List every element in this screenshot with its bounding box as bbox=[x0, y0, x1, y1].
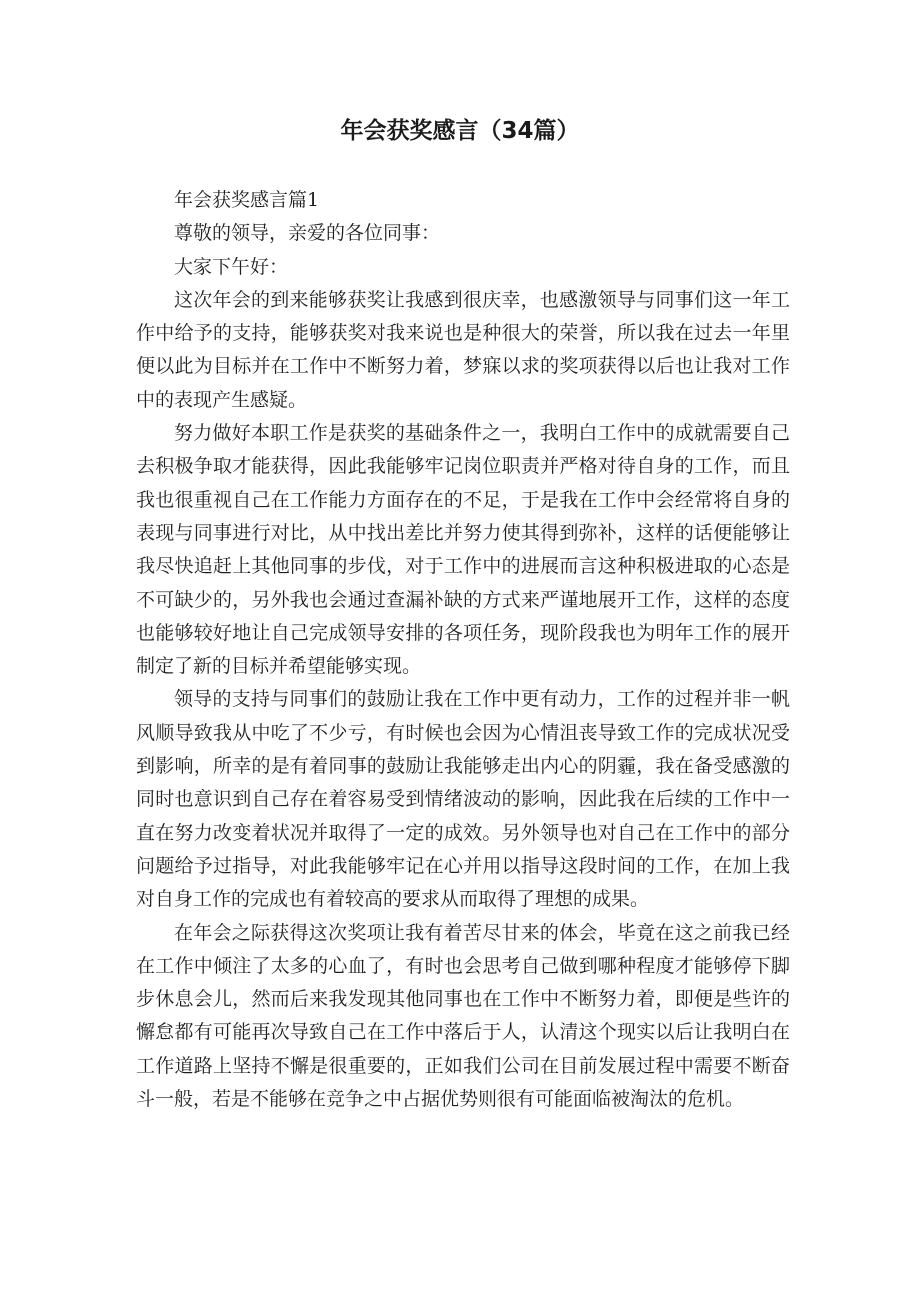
document-body bbox=[136, 184, 790, 1116]
body-paragraph: 在年会之际获得这次奖项让我有着苦尽甘来的体会，毕竟在这之前我已经在工作中倾注了太多的心血了，有时也会思考自己做到哪种程度才能够停下脚步休息会儿，然而后来我发现其他同事也在工作中不断努力着，即便是些许的懈怠都有可能再次导致自己在工作中落后于人，认清这个现实以后让我明白在工作道路上坚持不懈是很重要的，正如我们公司在目前发展过程中需要不断奋斗一般，若是不能够在竞争之中占据优势则很有可能面临被淘汰的危机。 bbox=[136, 921, 790, 1111]
section-heading: 年会获奖感言篇1 bbox=[174, 189, 320, 211]
salutation: 尊敬的领导，亲爱的各位同事： bbox=[174, 222, 441, 245]
body-paragraph: 努力做好本职工作是获奖的基础条件之一，我明白工作中的成就需要自己去积极争取才能获得，因此我能够牢记岗位职责并严格对待自身的工作，而且我也很重视自己在工作能力方面存在的不足，于是我在工作中会经常将自身的表现与同事进行对比，从中找出差比并努力使其得到弥补，这样的话便能够让我尽快追赶上其他同事的步伐，对于工作中的进展而言这种积极进取的心态是不可缺少的，另外我也会通过查漏补缺的方式来严谨地展开工作，这样的态度也能够较好地让自己完成领导安排的各项任务，现阶段我也为明年工作的展开制定了新的目标并希望能够实现。 bbox=[136, 422, 790, 678]
greeting: 大家下午好： bbox=[174, 255, 289, 278]
body-paragraph: 这次年会的到来能够获奖让我感到很庆幸，也感激领导与同事们这一年工作中给予的支持，能够获奖对我来说也是种很大的荣誉，所以我在过去一年里便以此为目标并在工作中不断努力着，梦寐以求的奖项获得以后也让我对工作中的表现产生感疑。 bbox=[136, 288, 790, 411]
body-paragraph: 领导的支持与同事们的鼓励让我在工作中更有动力，工作的过程并非一帆风顺导致我从中吃了不少亏，有时候也会因为心情沮丧导致工作的完成状况受到影响，所幸的是有着同事的鼓励让我能够走出内心的阴霾，我在备受感激的同时也意识到自己存在着容易受到情绪波动的影响，因此我在后续的工作中一直在努力改变着状况并取得了一定的成效。另外领导也对自己在工作中的部分问题给予过指导，对此我能够牢记在心并用以指导这段时间的工作，在加上我对自身工作的完成也有着较高的要求从而取得了理想的成果。 bbox=[136, 688, 790, 911]
document-title: 年会获奖感言（34篇） bbox=[340, 118, 580, 144]
